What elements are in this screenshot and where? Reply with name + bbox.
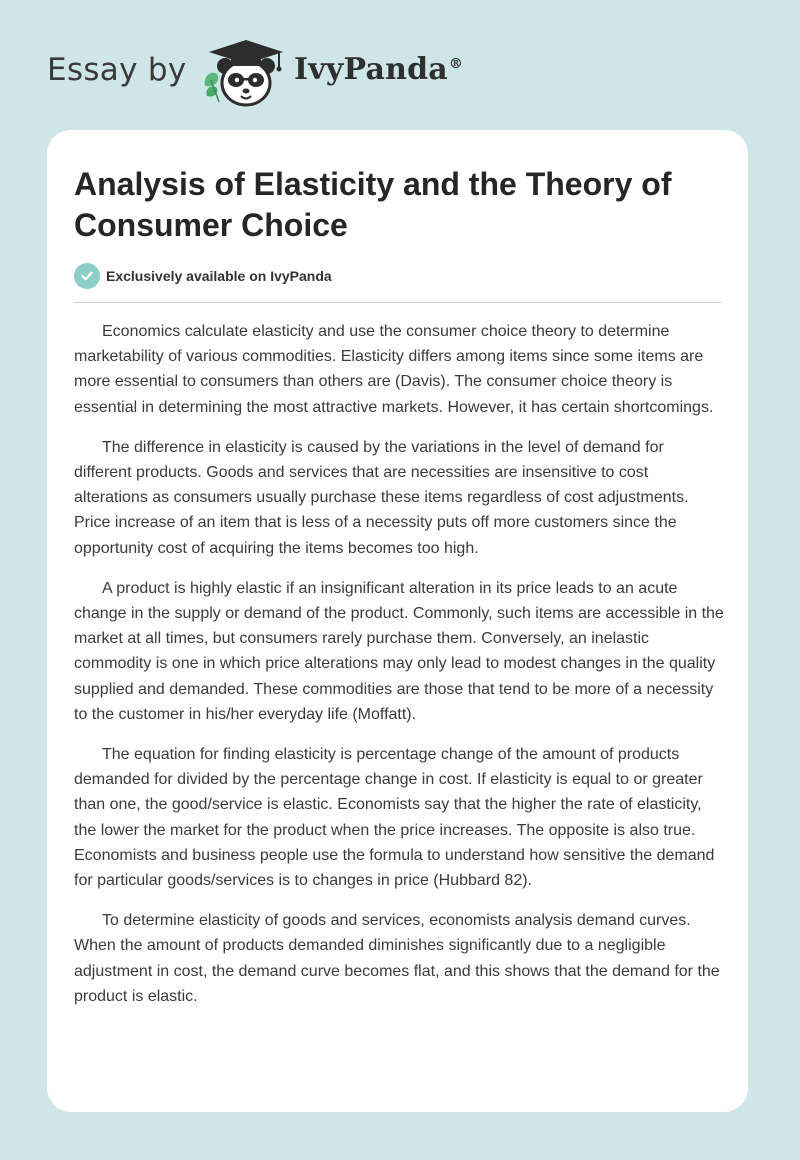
brand-header[interactable]: [47, 34, 507, 114]
title-divider: [74, 302, 722, 303]
paragraph: The difference in elasticity is caused by the variations in the level of demand for different products. Goods and services that are necessities are insensitive to cost alterations as consumers usually purchase these items regardless of cost adjustments. Price increase of an item that is less of a necessity puts off more customers since the opportunity cost of acquiring the items becomes too high.: [74, 438, 689, 557]
exclusive-badge-label: Exclusively available on IvyPanda: [106, 268, 332, 284]
essay-title: Analysis of Elasticity and the Theory of Consumer Choice: [74, 166, 672, 243]
essay-body: [74, 319, 724, 1024]
paragraph: A product is highly elastic if an insignificant alteration in its price leads to an acute change in the supply or demand of the product. Commonly, such items are accessible in the market at all times, but consumers rarely purchase them. Conversely, an inelastic commodity is one in which price alterations may only lead to modest changes in the quality supplied and demanded. These commodities are those that tend to be more of a necessity to the customer in his/her everyday life (Moffatt).: [74, 579, 724, 723]
brand-prefix: Essay by: [47, 52, 187, 88]
paragraph: The equation for finding elasticity is percentage change of the amount of products demanded for divided by the percentage change in cost. If elasticity is equal to or greater than one, the good/service is elastic. Economists say that the higher the rate of elasticity, the lower the market for the product when the price increases. The opposite is also true. Economists and business people use the formula to understand how sensitive the demand for particular goods/services is to changes in price (Hubbard 82).: [74, 746, 715, 890]
paragraph: To determine elasticity of goods and services, economists analysis demand curves. When the amount of products demanded diminishes significantly due to a negligible adjustment in cost, the demand curve becomes flat, and this shows that the demand for the product is elastic.: [74, 912, 720, 1005]
check-circle-icon: [74, 263, 100, 289]
paragraph: Economics calculate elasticity and use the consumer choice theory to determine marketability of various commodities. Elasticity differs among items since some items are more essential to consumers than others are (Davis). The consumer choice theory is essential in determining the most attractive markets. However, it has certain shortcomings.: [74, 323, 714, 416]
panda-graduate-icon: [201, 36, 291, 110]
essay-card: [47, 130, 748, 1112]
brand-name: IvyPanda®: [294, 52, 464, 87]
exclusive-badge: [74, 263, 332, 289]
